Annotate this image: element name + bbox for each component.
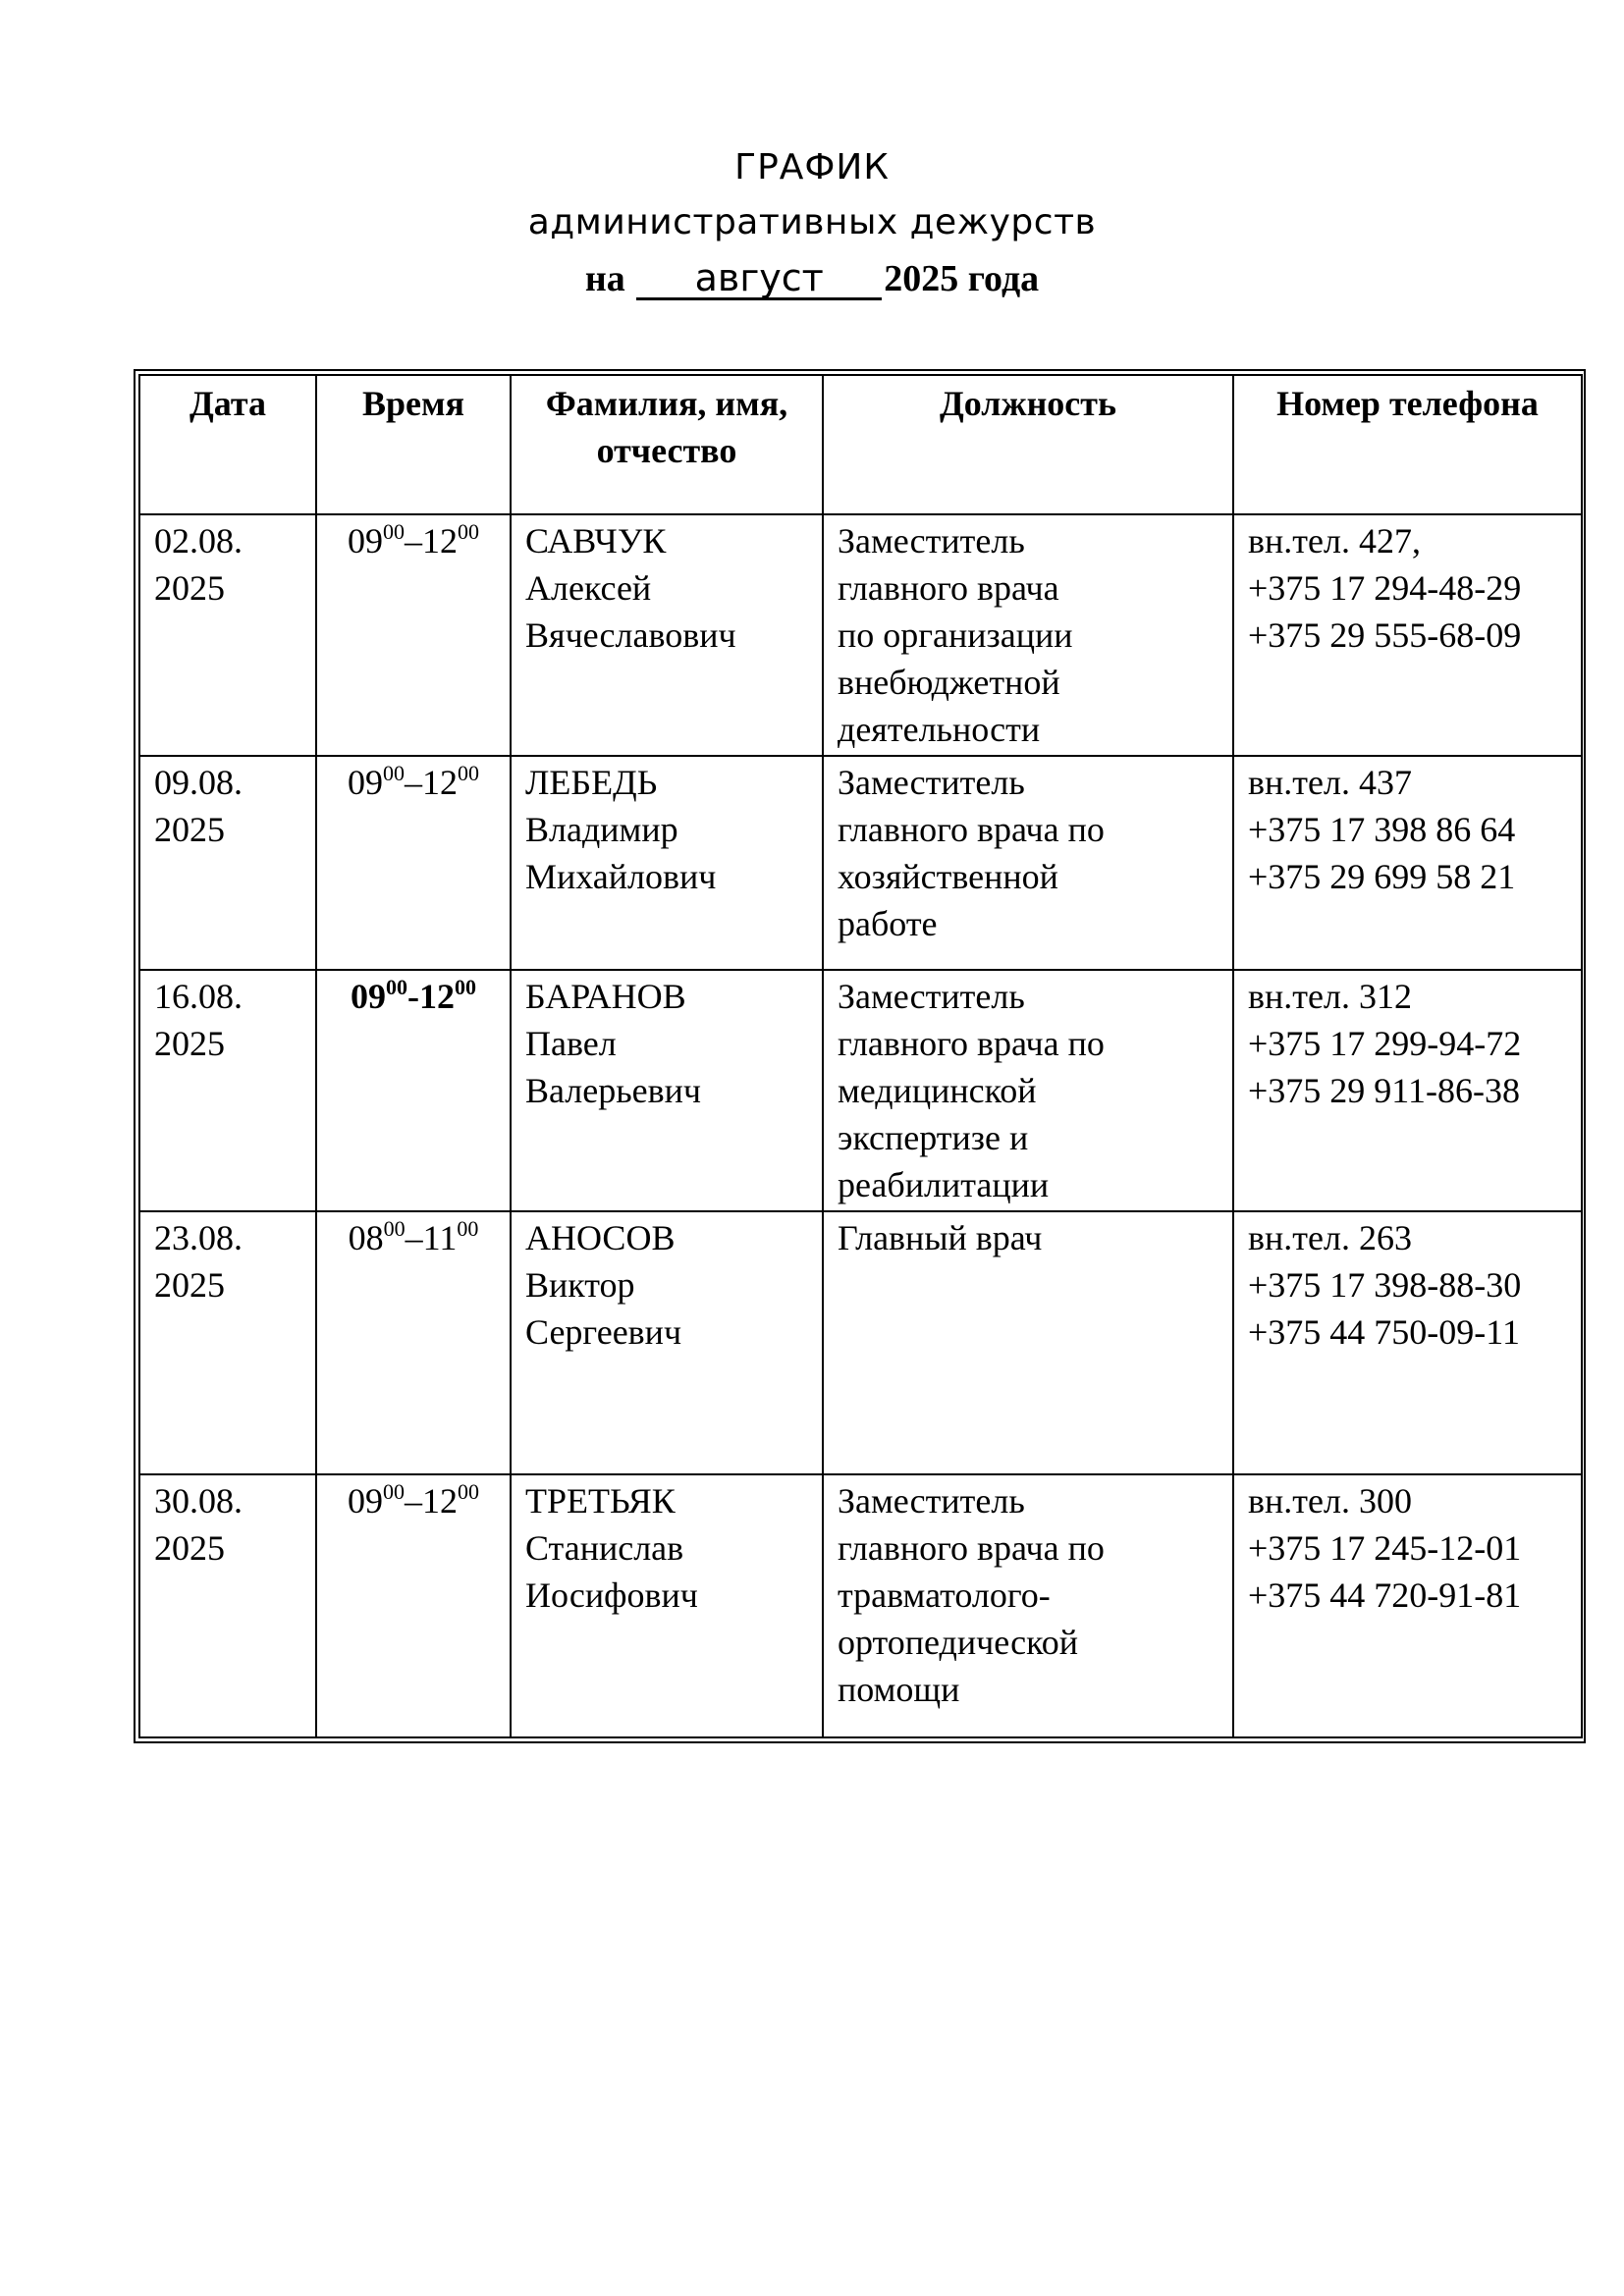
time-cell <box>316 514 511 756</box>
table-row <box>139 970 1582 1211</box>
time-cell <box>316 1474 511 1737</box>
phone-cell-line: +375 44 720-91-81 <box>1248 1575 1522 1615</box>
full-name-cell <box>511 970 823 1211</box>
position-cell <box>823 970 1233 1211</box>
date-cell <box>139 970 316 1211</box>
time-cell <box>316 756 511 970</box>
time-start-minutes: 00 <box>383 1216 406 1241</box>
period-suffix: 2025 года <box>884 258 1040 299</box>
time-cell <box>316 970 511 1211</box>
position-cell <box>823 1211 1233 1474</box>
time-end-minutes: 00 <box>458 519 479 544</box>
date-cell-line: 30.08. <box>154 1481 243 1521</box>
full-name-cell <box>511 514 823 756</box>
full-name-cell-line: Иосифович <box>525 1575 698 1615</box>
phone-cell-line: вн.тел. 300 <box>1248 1481 1412 1521</box>
phone-cell-line: вн.тел. 437 <box>1248 763 1412 802</box>
position-cell-line: главного врача по <box>838 1024 1105 1063</box>
time-separator: – <box>405 1218 423 1257</box>
position-cell-line: главного врача по <box>838 810 1105 849</box>
position-cell-line: по организации <box>838 615 1073 655</box>
full-name-cell-line: БАРАНОВ <box>525 977 686 1016</box>
phone-cell-line: +375 17 398 86 64 <box>1248 810 1516 849</box>
position-cell-line: главного врача <box>838 568 1059 608</box>
time-start-hour: 09 <box>351 977 386 1016</box>
full-name-cell-line: Владимир <box>525 810 678 849</box>
time-end-hour: 12 <box>422 521 458 561</box>
full-name-cell <box>511 756 823 970</box>
full-name-cell <box>511 1474 823 1737</box>
time-end-minutes: 00 <box>458 761 479 785</box>
position-cell-line: медицинской <box>838 1071 1037 1110</box>
full-name-cell-line: Станислав <box>525 1528 684 1568</box>
time-separator: – <box>405 763 422 802</box>
position-cell <box>823 756 1233 970</box>
time-start-hour: 09 <box>348 1481 383 1521</box>
document-title: ГРАФИК <box>734 147 890 187</box>
date-cell <box>139 514 316 756</box>
time-end-hour: 12 <box>419 977 455 1016</box>
time-separator: – <box>405 1481 422 1521</box>
time-separator: – <box>405 521 422 561</box>
phone-cell <box>1233 970 1582 1211</box>
full-name-cell <box>511 1211 823 1474</box>
phone-cell-line: +375 17 245-12-01 <box>1248 1528 1522 1568</box>
position-cell-line: экспертизе и <box>838 1118 1029 1157</box>
time-start-minutes: 00 <box>383 519 405 544</box>
time-end-hour: 12 <box>422 1481 458 1521</box>
phone-cell <box>1233 756 1582 970</box>
date-cell-line: 2025 <box>154 1528 225 1568</box>
position-cell-line: деятельности <box>838 710 1041 749</box>
full-name-cell-line: Михайлович <box>525 857 717 896</box>
time-end-minutes: 00 <box>458 1479 479 1504</box>
time-separator: - <box>407 977 419 1016</box>
table-row <box>139 1211 1582 1474</box>
duty-schedule-table <box>138 374 1583 1738</box>
position-cell-line: Заместитель <box>838 521 1025 561</box>
date-cell <box>139 756 316 970</box>
time-end-minutes: 00 <box>455 975 476 999</box>
date-cell-line: 2025 <box>154 568 225 608</box>
header-full-name: Фамилия, имя, отчество <box>511 375 823 514</box>
phone-cell <box>1233 1474 1582 1737</box>
time-end-hour: 12 <box>422 763 458 802</box>
position-cell-line: реабилитации <box>838 1165 1050 1204</box>
position-cell-line: хозяйственной <box>838 857 1058 896</box>
duty-schedule-table-frame <box>134 369 1586 1743</box>
date-cell-line: 2025 <box>154 810 225 849</box>
phone-cell <box>1233 514 1582 756</box>
phone-cell-line: +375 29 911-86-38 <box>1248 1071 1520 1110</box>
full-name-cell-line: Вячеславович <box>525 615 736 655</box>
date-cell-line: 02.08. <box>154 521 243 561</box>
time-end-minutes: 00 <box>457 1216 479 1241</box>
time-start-hour: 09 <box>348 521 383 561</box>
table-header-row <box>139 375 1582 514</box>
full-name-cell-line: САВЧУК <box>525 521 667 561</box>
time-start-minutes: 00 <box>386 975 407 999</box>
full-name-cell-line: Виктор <box>525 1265 635 1305</box>
time-start-minutes: 00 <box>383 1479 405 1504</box>
date-cell-line: 23.08. <box>154 1218 243 1257</box>
position-cell-line: Заместитель <box>838 977 1025 1016</box>
full-name-cell-line: АНОСОВ <box>525 1218 676 1257</box>
position-cell-line: главного врача по <box>838 1528 1105 1568</box>
header-date: Дата <box>139 375 316 514</box>
position-cell-line: помощи <box>838 1670 960 1709</box>
date-cell <box>139 1474 316 1737</box>
phone-cell-line: +375 29 555-68-09 <box>1248 615 1522 655</box>
phone-cell-line: +375 44 750-09-11 <box>1248 1312 1520 1352</box>
position-cell <box>823 1474 1233 1737</box>
time-end-hour: 11 <box>422 1218 458 1257</box>
header-phone-number: Номер телефона <box>1233 375 1582 514</box>
table-row <box>139 756 1582 970</box>
phone-cell-line: вн.тел. 263 <box>1248 1218 1412 1257</box>
full-name-cell-line: ЛЕБЕДЬ <box>525 763 658 802</box>
phone-cell-line: вн.тел. 427, <box>1248 521 1421 561</box>
position-cell-line: Заместитель <box>838 1481 1025 1521</box>
phone-cell-line: вн.тел. 312 <box>1248 977 1412 1016</box>
phone-cell-line: +375 17 299-94-72 <box>1248 1024 1522 1063</box>
table-row <box>139 1474 1582 1737</box>
phone-cell-line: +375 29 699 58 21 <box>1248 857 1516 896</box>
date-cell-line: 16.08. <box>154 977 243 1016</box>
header-time: Время <box>316 375 511 514</box>
time-cell <box>316 1211 511 1474</box>
position-cell-line: Главный врач <box>838 1218 1043 1257</box>
full-name-cell-line: Павел <box>525 1024 617 1063</box>
full-name-cell-line: Алексей <box>525 568 652 608</box>
full-name-cell-line: Сергеевич <box>525 1312 682 1352</box>
date-cell <box>139 1211 316 1474</box>
phone-cell-line: +375 17 294-48-29 <box>1248 568 1522 608</box>
position-cell <box>823 514 1233 756</box>
time-start-hour: 08 <box>348 1218 384 1257</box>
document-period <box>0 257 1624 300</box>
phone-cell <box>1233 1211 1582 1474</box>
period-month: август <box>636 258 882 300</box>
period-prefix: на <box>584 258 625 299</box>
full-name-cell-line: ТРЕТЬЯК <box>525 1481 676 1521</box>
time-start-minutes: 00 <box>383 761 405 785</box>
position-cell-line: внебюджетной <box>838 663 1060 702</box>
table-row <box>139 514 1582 756</box>
document-subtitle: административных дежурств <box>527 202 1097 242</box>
full-name-cell-line: Валерьевич <box>525 1071 702 1110</box>
date-cell-line: 2025 <box>154 1024 225 1063</box>
position-cell-line: травматолого- <box>838 1575 1051 1615</box>
position-cell-line: Заместитель <box>838 763 1025 802</box>
phone-cell-line: +375 17 398-88-30 <box>1248 1265 1522 1305</box>
date-cell-line: 09.08. <box>154 763 243 802</box>
header-position: Должность <box>823 375 1233 514</box>
date-cell-line: 2025 <box>154 1265 225 1305</box>
position-cell-line: ортопедической <box>838 1623 1079 1662</box>
position-cell-line: работе <box>838 904 938 943</box>
time-start-hour: 09 <box>348 763 383 802</box>
